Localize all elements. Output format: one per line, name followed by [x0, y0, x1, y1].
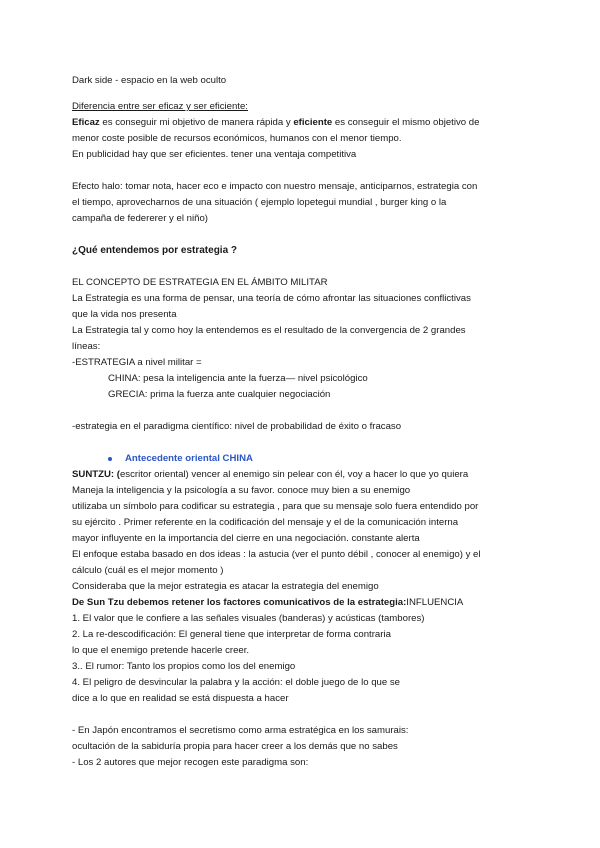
suntzu-term: SUNTZU: (	[72, 469, 120, 480]
paragraph-line: - En Japón encontramos el secretismo como arma estratégica en los samurais:	[72, 725, 409, 736]
eficaz-term: Eficaz	[72, 117, 100, 128]
efecto-halo-line: Efecto halo: tomar nota, hacer eco e impacto con nuestro mensaje, anticiparnos, estrategia con	[72, 181, 478, 192]
antecedente-heading: Antecedente oriental CHINA	[125, 453, 253, 464]
suntzu-text: escritor oriental) vencer al enemigo sin pelear con él, voy a hacer lo que yo quiera	[119, 469, 469, 480]
eficaz-definition	[72, 115, 540, 131]
suntzu-line	[72, 467, 540, 483]
paragraph-line: El enfoque estaba basado en dos ideas : la astucia (ver el punto débil , conocer al enemigo) y el	[72, 549, 481, 560]
list-item: lo que el enemigo pretende hacerle creer.	[72, 645, 250, 656]
paragraph-line: el tiempo, aprovecharnos de una situación ( ejemplo lopetegui mundial , burger king o la	[72, 197, 447, 208]
paragraph-line: - Los 2 autores que mejor recogen este paradigma son:	[72, 757, 309, 768]
paragraph-line: cálculo (cuál es el mejor momento )	[72, 565, 224, 576]
paragraph-line: líneas:	[72, 341, 101, 352]
paragraph-line: La Estrategia es una forma de pensar, una teoría de cómo afrontar las situaciones conflictivas	[72, 293, 471, 304]
grecia-line: GRECIA: prima la fuerza ante cualquier negociación	[108, 389, 331, 400]
estrategia-question-heading: ¿Qué entendemos por estrategia ?	[72, 245, 238, 256]
paragraph-line: campaña de federerer y el niño)	[72, 213, 208, 224]
eficiente-text: es conseguir el mismo objetivo de	[332, 117, 480, 128]
list-item: 1. El valor que le confiere a las señales visuales (banderas) y acústicas (tambores)	[72, 613, 425, 624]
china-line: CHINA: pesa la inteligencia ante la fuerza— nivel psicológico	[108, 373, 368, 384]
paragraph-line: En publicidad hay que ser eficientes. tener una ventaja competitiva	[72, 149, 357, 160]
paragraph-line: utilizaba un símbolo para codificar su estrategia , para que su mensaje solo fuera entendido por	[72, 501, 479, 512]
antecedente-bullet	[72, 451, 540, 467]
paragraph-line: menor coste posible de recursos económicos, humanos con el menor tiempo.	[72, 133, 402, 144]
eficaz-text: es conseguir mi objetivo de manera rápida y	[99, 117, 294, 128]
factores-line	[72, 595, 540, 611]
eficiente-term: eficiente	[293, 117, 333, 128]
paragraph-line: su ejército . Primer referente en la codificación del mensaje y el de la comunicación interna	[72, 517, 459, 528]
list-item: dice a lo que en realidad se está dispuesta a hacer	[72, 693, 289, 704]
paragraph-line: mayor influyente en la importancia del cierre en una negociación. constante alerta	[72, 533, 420, 544]
paragraph-line: -ESTRATEGIA a nivel militar =	[72, 357, 202, 368]
influencia-label: INFLUENCIA	[406, 597, 464, 608]
eficaz-eficiente-heading: Diferencia entre ser eficaz y ser eficiente:	[72, 101, 248, 112]
list-item: 4. El peligro de desvincular la palabra y la acción: el doble juego de lo que se	[72, 677, 401, 688]
intro-line: Dark side - espacio en la web oculto	[72, 75, 227, 86]
bullet-icon	[108, 457, 112, 461]
list-item: 3.. El rumor: Tanto los propios como los del enemigo	[72, 661, 296, 672]
paragraph-line: que la vida nos presenta	[72, 309, 177, 320]
list-item: 2. La re-descodificación: El general tiene que interpretar de forma contraria	[72, 629, 391, 640]
paragraph-line: -estrategia en el paradigma científico: nivel de probabilidad de éxito o fracaso	[72, 421, 402, 432]
military-concept-heading: EL CONCEPTO DE ESTRATEGIA EN EL ÁMBITO MILITAR	[72, 277, 328, 288]
paragraph-line: La Estrategia tal y como hoy la entendemos es el resultado de la convergencia de 2 grandes	[72, 325, 466, 336]
paragraph-line: ocultación de la sabiduría propia para hacer creer a los demás que no sabes	[72, 741, 398, 752]
paragraph-line: Consideraba que la mejor estrategia es atacar la estrategia del enemigo	[72, 581, 379, 592]
factores-heading: De Sun Tzu debemos retener los factores comunicativos de la estrategia:	[72, 597, 407, 608]
paragraph-line: Maneja la inteligencia y la psicología a su favor. conoce muy bien a su enemigo	[72, 485, 411, 496]
